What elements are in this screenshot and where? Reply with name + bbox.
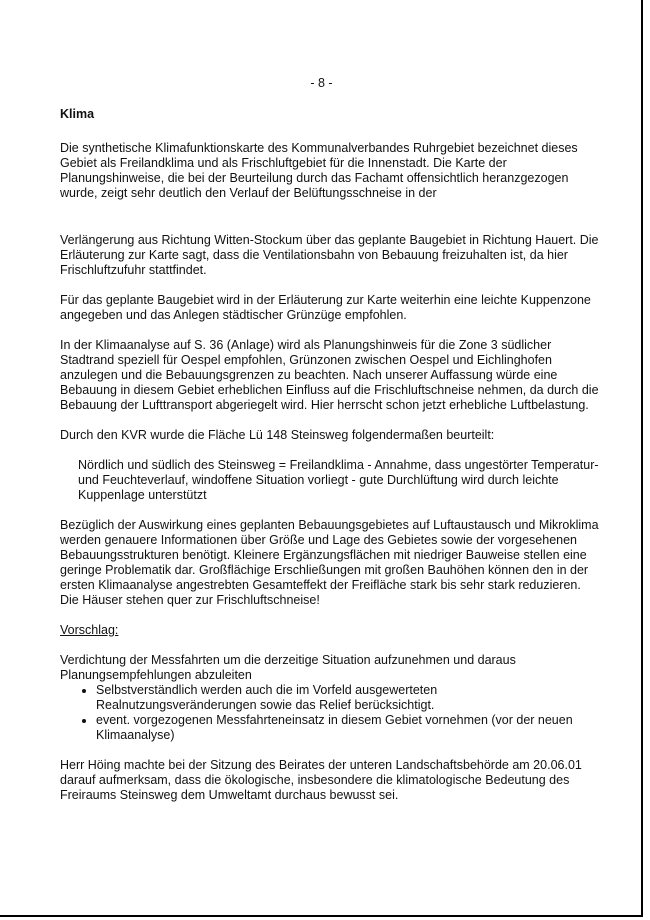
- paragraph-auswirkung: Bezüglich der Auswirkung eines geplanten Bebauungsgebietes auf Luftaustausch und Mikroklima werden genauere Informationen über Größe und Lage des Gebietes sowie der vorgesehenen Bebauungsstrukturen benötigt. Kleinere Ergänzungsflächen mit niedriger Bauweise stellen eine geringe Problematik dar. Großflächige Erschließungen mit großen Bauhöhen können den in der ersten Klimaanalyse angestrebten Gesamteffekt der Freifläche stark bis sehr stark reduzieren.: [60, 518, 599, 592]
- list-item: • event. vorgezogenen Messfahrteneinsatz in diesem Gebiet vornehmen (vor der neuen Klimaanalyse): [96, 713, 600, 743]
- paragraph-haeuser-quer: Die Häuser stehen quer zur Frischluftschneise!: [60, 593, 320, 607]
- paragraph-kvr-beurteilung: Durch den KVR wurde die Fläche Lü 148 Steinsweg folgendermaßen beurteilt:: [60, 428, 495, 442]
- document-body: [60, 107, 600, 818]
- list-item: • Selbstverständlich werden auch die im Vorfeld ausgewerteten Realnutzungsveränderungen sowie das Relief berücksichtigt.: [96, 683, 600, 713]
- paragraph-kuppenzone: Für das geplante Baugebiet wird in der Erläuterung zur Karte weiterhin eine leichte Kuppenzone angegeben und das Anlegen städtischer Grünzüge empfohlen.: [60, 293, 591, 322]
- section-heading-klima: Klima: [60, 107, 95, 121]
- vorschlag-label: Vorschlag:: [60, 623, 119, 637]
- paragraph-hoeing: Herr Höing machte bei der Sitzung des Beirates der unteren Landschaftsbehörde am 20.06.01 darauf aufmerksam, dass die ökologische, insbesondere die klimatologische Bedeutung des Freiraums Steinsweg dem Umweltamt durchaus bewusst sei.: [60, 758, 582, 802]
- paragraph-klimaanalyse: In der Klimaanalyse auf S. 36 (Anlage) wird als Planungshinweis für die Zone 3 südlicher Stadtrand speziell für Oespel empfohlen, Grünzonen zwischen Oespel und Eichlinghofen anzulegen und die Bebauungsgrenzen zu beachten. Nach unserer Auffassung würde eine Bebauung in diesem Gebiet erheblichen Einfluss auf die Frischluftschneise nehmen, da durch die Bebauung der Lufttransport abgeriegelt wird. Hier herrscht schon jetzt erhebliche Luftbelastung.: [60, 338, 599, 412]
- quote-steinsweg: Nördlich und südlich des Steinsweg = Freilandklima - Annahme, dass ungestörter Temperatur- und Feuchteverlauf, windoffene Situation vorliegt - gute Durchlüftung wird durch leichte Kuppenlage unterstützt: [78, 458, 599, 502]
- paragraph-klimafunktionskarte: Die synthetische Klimafunktionskarte des Kommunalverbandes Ruhrgebiet bezeichnet dieses Gebiet als Freilandklima und als Frischluftgebiet für die Innenstadt. Die Karte der Planungshinweise, die bei der Beurteilung durch das Fachamt offensichtlich heranzgezogen wurde, zeigt sehr deutlich den Verlauf der Belüftungsschneise in der: [60, 141, 578, 200]
- paragraph-verdichtung: Verdichtung der Messfahrten um die derzeitige Situation aufzunehmen und daraus Planungsempfehlungen abzuleiten: [60, 653, 516, 682]
- bullet-list: [60, 683, 600, 743]
- paragraph-verlaengerung: Verlängerung aus Richtung Witten-Stockum über das geplante Baugebiet in Richtung Hauert. Die Erläuterung zur Karte sagt, dass die Ventilationsbahn von Bebauung freizuhalten ist, da hier Frischluftzufuhr stattfindet.: [60, 233, 599, 277]
- page-number: - 8 -: [310, 76, 333, 90]
